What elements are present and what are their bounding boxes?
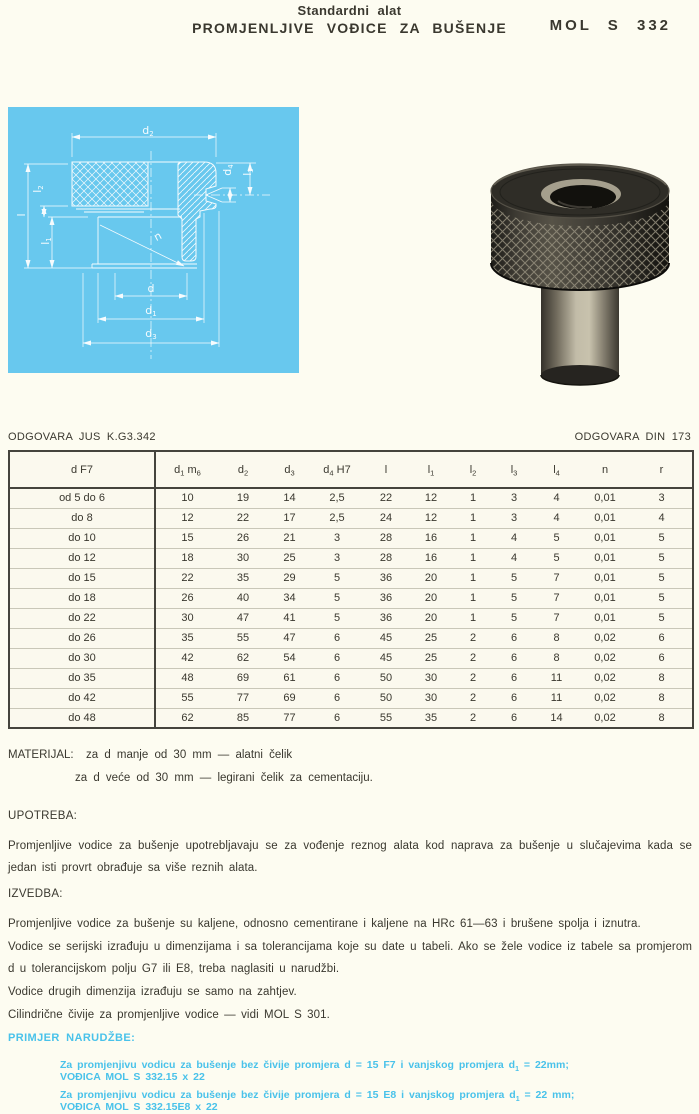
value-cell: 24 [362, 508, 410, 528]
diameter-range-cell: do 30 [9, 648, 155, 668]
design-paragraph: Promjenljive vodice za bušenje su kaljene, odnosno cementirane i kaljene na HRc 61—63 i brušene spolja i iznutra. [8, 918, 641, 930]
value-cell: 1 [452, 528, 494, 548]
value-cell: 5 [631, 548, 693, 568]
value-cell: 2,5 [329, 492, 345, 505]
value-cell: 0,01 [579, 588, 631, 608]
value-cell: 3 [658, 492, 665, 505]
table-row [9, 608, 693, 628]
table-row [9, 488, 693, 508]
table-column-header: d F7 [9, 451, 155, 488]
value-cell: 36 [362, 588, 410, 608]
value-cell: 77 [219, 688, 267, 708]
value-cell: 6 [312, 648, 362, 668]
value-cell: 4 [631, 508, 693, 528]
value-cell: 50 [362, 668, 410, 688]
design-paragraph: Cilindrične čivije za promjenljive vodice — vidi MOL S 301. [8, 1009, 330, 1021]
value-cell: 2 [452, 628, 494, 648]
table-column-header: $d_3$ [267, 451, 312, 488]
design-section [8, 888, 692, 1027]
table-row [9, 508, 693, 528]
value-cell: 19 [236, 492, 250, 505]
value-cell: 55 [155, 688, 219, 708]
table-row [9, 628, 693, 648]
value-cell: 2,5 [312, 508, 362, 528]
value-cell: 29 [267, 568, 312, 588]
value-cell: 5 [312, 588, 362, 608]
table-row [9, 708, 693, 728]
value-cell: 10 [181, 492, 194, 505]
dim-label-l3: $l_3$ [241, 168, 256, 176]
design-heading: IZVEDBA: [8, 888, 63, 900]
value-cell: 30 [219, 548, 267, 568]
value-cell: 77 [267, 708, 312, 728]
table-column-header: $l_2$ [452, 451, 494, 488]
dim-label-d3: $d_3$ [145, 327, 157, 342]
value-cell: 35 [410, 708, 452, 728]
value-cell: 26 [155, 588, 219, 608]
diameter-range-cell: do 8 [9, 508, 155, 528]
order-example-code: VOĐICA MOL S 332.15 x 22 [60, 1070, 205, 1083]
value-cell: 22 [219, 508, 267, 528]
table-column-header: $l_4$ [534, 451, 579, 488]
value-cell: 0,01 [594, 492, 616, 505]
value-cell: 17 [267, 508, 312, 528]
order-heading: PRIMJER NARUDŽBE: [8, 1032, 136, 1044]
dimensions-table [8, 450, 694, 729]
value-cell: 0,01 [579, 568, 631, 588]
doc-type-title: Standardni alat [297, 3, 402, 18]
value-cell: 61 [267, 668, 312, 688]
value-cell: 69 [267, 688, 312, 708]
value-cell: 6 [494, 708, 534, 728]
value-cell: 0,01 [579, 528, 631, 548]
value-cell: 42 [155, 648, 219, 668]
value-cell: 6 [494, 648, 534, 668]
product-photo [480, 137, 680, 391]
value-cell: 30 [155, 608, 219, 628]
dim-label-n: n [151, 229, 164, 244]
value-cell: 8 [631, 708, 693, 728]
value-cell: 20 [410, 588, 452, 608]
value-cell: 55 [219, 628, 267, 648]
value-cell: 15 [155, 528, 219, 548]
table-header-row [9, 451, 693, 488]
technical-drawing [8, 107, 299, 373]
value-cell: 16 [410, 548, 452, 568]
value-cell: 7 [534, 588, 579, 608]
value-cell: 20 [410, 608, 452, 628]
value-cell: 54 [267, 648, 312, 668]
value-cell: 21 [267, 528, 312, 548]
value-cell: 12 [410, 508, 452, 528]
value-cell: 28 [362, 528, 410, 548]
value-cell: 3 [312, 548, 362, 568]
value-cell: 25 [410, 648, 452, 668]
order-example-text: Za promjenjivu vodicu za bušenje bez čivije promjera d = 15 F7 i vanjskog promjera $d_1 = 22mm$; [60, 1059, 569, 1073]
order-example-text: Za promjenjivu vodicu za bušenje bez čivije promjera d = 15 E8 i vanjskog promjera $d_1 = 22$ mm; [60, 1089, 575, 1103]
value-cell: 35 [155, 628, 219, 648]
value-cell: 20 [410, 568, 452, 588]
value-cell: 6 [494, 668, 534, 688]
value-cell: 4 [534, 508, 579, 528]
value-cell: 5 [494, 588, 534, 608]
usage-heading: UPOTREBA: [8, 810, 78, 822]
value-cell: 6 [494, 628, 534, 648]
value-cell: 62 [155, 708, 219, 728]
standard-din: ODGOVARA DIN 173 [574, 431, 691, 443]
order-section [8, 1032, 692, 1114]
diameter-range-cell: do 15 [9, 568, 155, 588]
value-cell: 22 [155, 568, 219, 588]
value-cell: 47 [267, 628, 312, 648]
value-cell: 1 [452, 568, 494, 588]
table-body [9, 488, 693, 728]
value-cell: 0,02 [579, 668, 631, 688]
material-line-2: za d veće od 30 mm — legirani čelik za cementaciju. [75, 772, 373, 784]
diameter-range-cell: do 35 [9, 668, 155, 688]
value-cell: 45 [362, 648, 410, 668]
order-example-code: VOĐICA MOL S 332.15E8 x 22 [60, 1100, 218, 1113]
table-row [9, 528, 693, 548]
table-column-header: l [362, 451, 410, 488]
value-cell: 11 [534, 668, 579, 688]
dim-label-d1: $d_1$ [145, 304, 157, 319]
diameter-range-cell: do 42 [9, 688, 155, 708]
value-cell: 69 [219, 668, 267, 688]
value-cell: 40 [219, 588, 267, 608]
value-cell: 2 [452, 648, 494, 668]
value-cell: 85 [219, 708, 267, 728]
order-example [60, 1090, 692, 1113]
value-cell: 35 [219, 568, 267, 588]
value-cell: 30 [410, 688, 452, 708]
dim-label-d4: $d_4$ [221, 164, 236, 176]
table-row [9, 588, 693, 608]
value-cell: 5 [312, 608, 362, 628]
value-cell: 11 [534, 688, 579, 708]
value-cell: 2 [452, 688, 494, 708]
value-cell: 5 [494, 608, 534, 628]
value-cell: 5 [534, 528, 579, 548]
value-cell: 48 [155, 668, 219, 688]
value-cell: 5 [631, 588, 693, 608]
value-cell: 0,02 [579, 628, 631, 648]
diameter-range-cell: do 18 [9, 588, 155, 608]
material-section [8, 744, 692, 790]
table-row [9, 568, 693, 588]
dim-label-l: l [15, 213, 28, 217]
value-cell: 0,02 [579, 708, 631, 728]
value-cell: 36 [362, 608, 410, 628]
value-cell: 22 [379, 492, 393, 505]
value-cell: 5 [534, 548, 579, 568]
value-cell: 7 [534, 608, 579, 628]
value-cell: 0,02 [579, 688, 631, 708]
table-column-header: $l_3$ [494, 451, 534, 488]
value-cell: 8 [534, 628, 579, 648]
standard-jus: ODGOVARA JUS K.G3.342 [8, 431, 156, 443]
value-cell: 45 [362, 628, 410, 648]
value-cell: 1 [452, 608, 494, 628]
value-cell: 34 [267, 588, 312, 608]
value-cell: 28 [362, 548, 410, 568]
dim-label-l2: $l_2$ [31, 185, 46, 193]
table-row [9, 548, 693, 568]
design-paragraph: Vodice drugih dimenzija izrađuju se samo na zahtjev. [8, 986, 297, 998]
value-cell: 50 [362, 688, 410, 708]
value-cell: 5 [312, 568, 362, 588]
value-cell: 5 [631, 528, 693, 548]
value-cell: 5 [631, 608, 693, 628]
material-text-1: za d manje od 30 mm — alatni čelik [86, 749, 293, 761]
table-column-header: n [579, 451, 631, 488]
value-cell: 0,01 [579, 548, 631, 568]
bushing-photo-svg [480, 137, 680, 391]
value-cell: 2 [452, 708, 494, 728]
value-cell: 26 [219, 528, 267, 548]
order-examples [8, 1060, 692, 1113]
value-cell: 4 [494, 528, 534, 548]
dim-label-l1: $l_1$ [39, 237, 54, 245]
value-cell: 41 [267, 608, 312, 628]
value-cell: 12 [424, 492, 438, 505]
value-cell: 25 [267, 548, 312, 568]
value-cell: 1 [452, 588, 494, 608]
value-cell: 0,02 [579, 648, 631, 668]
table-column-header: $d_4$ H7 [312, 451, 362, 488]
value-cell: 6 [312, 688, 362, 708]
diameter-range-cell: od 5 do 6 [9, 488, 155, 508]
table-column-header: $l_1$ [410, 451, 452, 488]
value-cell: 6 [312, 708, 362, 728]
value-cell: 14 [283, 492, 296, 505]
value-cell: 14 [534, 708, 579, 728]
table-row [9, 688, 693, 708]
table-column-header: r [631, 451, 693, 488]
diameter-range-cell: do 48 [9, 708, 155, 728]
design-paragraph: Vodice se serijski izrađuju u dimenzijama i sa tolerancijama koje su date u tabeli. Ako se žele vodice iz tabele sa promjerom d u tolerancijskom polju G7 ili E8, treba naglasiti u narudžbi. [8, 941, 692, 975]
value-cell: 8 [631, 668, 693, 688]
value-cell: 3 [510, 492, 518, 505]
value-cell: 3 [494, 508, 534, 528]
table-column-header: $d_1$ $m_6$ [155, 451, 219, 488]
value-cell: 0,01 [579, 608, 631, 628]
diameter-range-cell: do 12 [9, 548, 155, 568]
usage-text: Promjenljive vodice za bušenje upotrebljavaju se za vođenje reznog alata kod naprava za bušenje u slučajevima kada se jedan isti provrt obrađuje sa više reznih alata. [8, 840, 692, 874]
dim-label-d2: $d_2$ [142, 124, 154, 139]
diameter-range-cell: do 22 [9, 608, 155, 628]
diameter-range-cell: do 10 [9, 528, 155, 548]
value-cell: 3 [312, 528, 362, 548]
value-cell: 1 [452, 508, 494, 528]
value-cell: 1 [469, 492, 477, 505]
value-cell: 5 [631, 568, 693, 588]
value-cell: 8 [534, 648, 579, 668]
value-cell: 30 [410, 668, 452, 688]
table-row [9, 668, 693, 688]
value-cell: 62 [219, 648, 267, 668]
page-title: PROMJENLJIVE VOĐICE ZA BUŠENJE [192, 20, 507, 36]
material-label: MATERIJAL: [8, 749, 74, 761]
value-cell: 7 [534, 568, 579, 588]
value-cell: 6 [494, 688, 534, 708]
doc-code: MOL S 332 [549, 17, 671, 34]
value-cell: 6 [631, 648, 693, 668]
table-row [9, 648, 693, 668]
value-cell: 0,01 [579, 508, 631, 528]
value-cell: 6 [631, 628, 693, 648]
value-cell: 4 [553, 492, 560, 505]
value-cell: 25 [410, 628, 452, 648]
usage-section [8, 810, 692, 879]
value-cell: 12 [155, 508, 219, 528]
value-cell: 6 [312, 668, 362, 688]
value-cell: 36 [362, 568, 410, 588]
order-example [60, 1060, 692, 1083]
value-cell: 2 [452, 668, 494, 688]
value-cell: 1 [452, 548, 494, 568]
value-cell: 5 [494, 568, 534, 588]
table-column-header: $d_2$ [219, 451, 267, 488]
diameter-range-cell: do 26 [9, 628, 155, 648]
value-cell: 6 [312, 628, 362, 648]
value-cell: 4 [494, 548, 534, 568]
dim-label-d: d [147, 282, 155, 295]
value-cell: 8 [631, 688, 693, 708]
value-cell: 55 [362, 708, 410, 728]
material-line-1 [8, 744, 692, 767]
value-cell: 47 [219, 608, 267, 628]
value-cell: 16 [410, 528, 452, 548]
value-cell: 18 [155, 548, 219, 568]
